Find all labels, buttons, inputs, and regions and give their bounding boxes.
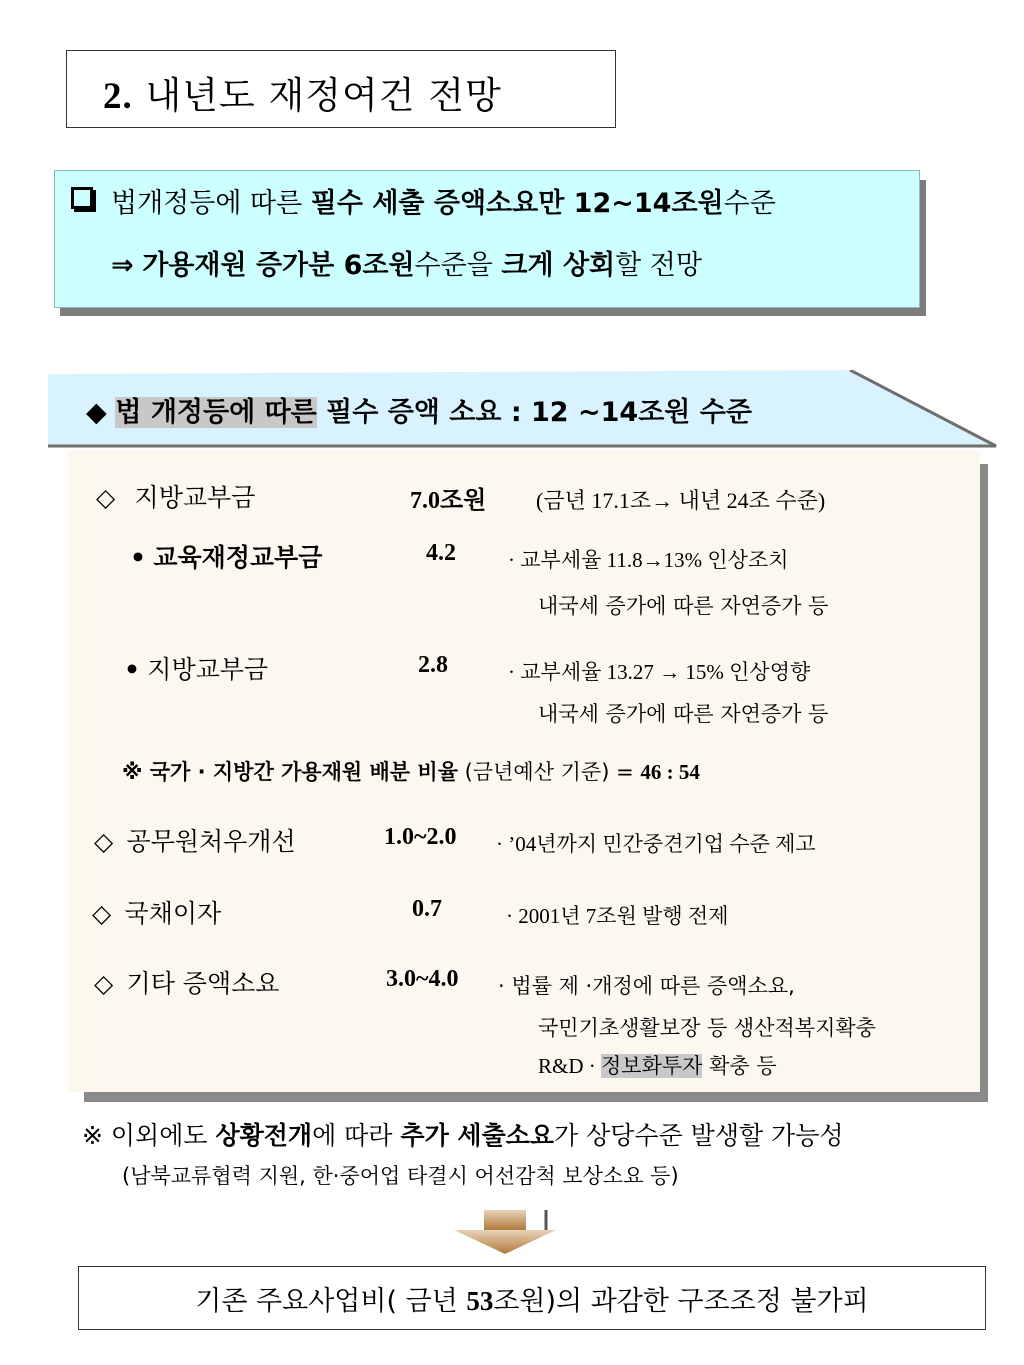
row-label: 기타 증액소요	[126, 969, 280, 998]
ratio-value: 46 : 54	[640, 760, 700, 784]
page-title	[103, 65, 502, 119]
row-note-2: 내국세 증가에 따른 자연증가 등	[538, 594, 829, 618]
title-text: 내년도 재정여건 전망	[145, 74, 502, 117]
row-value: 0.7	[412, 896, 442, 922]
row-other	[94, 964, 279, 1000]
row-note-1: · 교부세율 11.8→13% 인상조치	[508, 548, 789, 572]
row-value: 7.0조원	[410, 488, 487, 514]
hollow-diamond-icon: ◇	[94, 969, 114, 998]
row-bond-interest	[92, 894, 221, 930]
summary-box	[54, 170, 920, 308]
row-value: 2.8	[418, 652, 448, 678]
summary-line1-bold: 필수 세출 증액소요만 12~14조원	[310, 188, 724, 219]
row-note-2: 국민기초생활보장 등 생산적복지확충	[538, 1016, 876, 1040]
title-box	[66, 50, 616, 128]
row-value: 4.2	[426, 540, 456, 566]
row-note-3	[538, 1050, 777, 1080]
row-value: 1.0~2.0	[384, 824, 457, 850]
row-note-1: · 교부세율 13.27 → 15% 인상영향	[508, 660, 811, 684]
footnote-suffix: 가 상당수준 발생할 가능성	[554, 1121, 844, 1150]
hollow-diamond-icon: ◇	[94, 827, 114, 856]
row-local-sub-grant	[124, 650, 268, 686]
summary-line1-prefix: 법개정등에 따른	[111, 188, 311, 219]
title-number: 2.	[103, 76, 133, 117]
footnote-bold-2: 추가 세출소요	[400, 1121, 555, 1150]
row-label: 교육재정교부금	[153, 543, 323, 572]
summary-line1-suffix: 수준	[723, 188, 776, 219]
banner-main-text: 필수 증액 소요 : 12 ~14조원 수준	[316, 397, 752, 428]
detail-panel	[68, 450, 980, 1092]
row-note-3-prefix: R&D ·	[538, 1054, 601, 1078]
summary-line2-bold1: 가용재원 증가분 6조원	[142, 250, 415, 281]
row-note-3-suffix: 확충 등	[702, 1054, 777, 1078]
summary-line-1	[71, 181, 776, 220]
hollow-diamond-icon: ◇	[92, 899, 112, 928]
row-label: 지방교부금	[147, 655, 269, 684]
row-note-2: 내국세 증가에 따른 자연증가 등	[538, 702, 829, 726]
row-value: 3.0~4.0	[386, 966, 459, 992]
conclusion-suffix: 조원)의 과감한 구조조정 불가피	[493, 1286, 869, 1317]
row-label: 공무원처우개선	[126, 827, 296, 856]
checkbox-bullet-icon	[71, 187, 93, 209]
conclusion-prefix: 기존 주요사업비( 금년	[195, 1286, 467, 1317]
diamond-bullet-icon: ◆	[86, 397, 107, 428]
footnote-line-1	[82, 1116, 844, 1152]
bullet-dot-icon: •	[124, 655, 140, 684]
row-note: · 2001년 7조원 발행 전제	[506, 904, 729, 928]
row-civil-servant	[94, 822, 296, 858]
implies-arrow-icon: ⇒	[111, 250, 134, 281]
banner-highlight: 법 개정등에 따른	[115, 397, 317, 428]
row-edu-grant	[130, 538, 322, 574]
summary-line-2	[111, 243, 702, 282]
summary-line2-mid: 수준을	[414, 250, 502, 281]
footnote-mid: 에 따라	[312, 1121, 401, 1150]
summary-line2-suffix: 할 전망	[615, 250, 702, 281]
row-note-3-highlight: 정보화투자	[601, 1054, 703, 1078]
bullet-dot-icon: •	[130, 543, 146, 572]
footnote-line-2: (남북교류협력 지원, 한·중어업 타결시 어선감척 보상소요 등)	[122, 1164, 679, 1188]
conclusion-number: 53	[466, 1286, 494, 1316]
row-label: 지방교부금	[134, 483, 256, 512]
ratio-note	[122, 756, 700, 786]
row-note: (금년 17.1조→ 내년 24조 수준)	[536, 488, 826, 513]
ratio-basis: (금년예산 기준) =	[457, 760, 641, 784]
row-label: 국채이자	[124, 899, 222, 928]
banner-text	[86, 390, 752, 429]
down-arrow-icon	[450, 1208, 560, 1258]
footnote-bold-1: 상황전개	[215, 1121, 313, 1150]
conclusion-box	[78, 1266, 986, 1330]
conclusion-text	[79, 1279, 985, 1318]
row-local-grant	[96, 478, 255, 514]
summary-line2-bold2: 크게 상회	[501, 250, 616, 281]
footnote-prefix: ※ 이외에도	[82, 1121, 216, 1150]
hollow-diamond-icon: ◇	[96, 483, 116, 512]
row-note-1: · 법률 제 ·개정에 따른 증액소요,	[498, 974, 795, 998]
row-note: · ’04년까지 민간중견기업 수준 제고	[496, 832, 816, 856]
ratio-label: ※ 국가 · 지방간 가용재원 배분 비율	[122, 760, 458, 784]
